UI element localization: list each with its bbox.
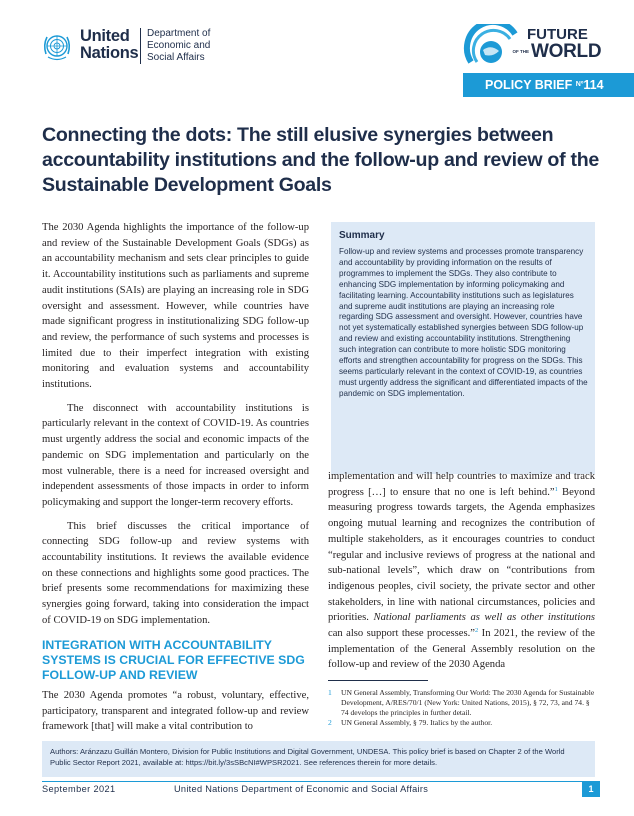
future-of-the-world-of-the: OF THE [512,49,529,54]
globe-arc-icon [463,24,521,68]
footer-organization: United Nations Department of Economic and Social Affairs [174,784,429,794]
summary-heading: Summary [339,230,385,241]
right-column [328,469,595,681]
section-heading: INTEGRATION WITH ACCOUNTABILITY SYSTEMS IS CRUCIAL FOR EFFECTIVE SDG FOLLOW-UP AND REVIEW [42,638,305,682]
body-paragraph-2: The disconnect with accountability institutions is particularly relevant in the context of COVID-19. As countries must urgently address the social and economic impacts of the pandemic on SDG implementation and particularly on the most vulnerable, there is a need for increased oversight and independent assessments of those impacts in order to inform policymaking and support the longer-term recovery efforts. [42,402,309,508]
footer-date: September 2021 [42,784,116,794]
body-paragraph-3: This brief discusses the critical importance of connecting SDG follow-up and review systems with accountability institutions. It reviews the available evidence on these connections and highlights some good practices. The brief presents some recommendations for maximizing these synergies going forward, taking into consideration the impact of COVID-19 on SDG implementation. [42,520,309,626]
summary-text: Follow-up and review systems and processes promote transparency and accountability by providing information on the results of programmes to implement the SDGs. They also contribute to enhancing SDG implementation by informing policymaking and facilitating learning. Accountability institutions such as legislatures and supreme audit institutions are playing an increasing role regarding SDG assessment and oversight. However, countries have not yet systematically established synergies between SDG follow-up and review and existing accountability institutions. Strengthening such integration can contribute to more holistic SDG monitoring efforts and strengthen accountability for progress on the SDGs. This seems particularly relevant in the context of COVID-19, as countries must urgently address the significant and differentiated impacts of the pandemic on SDG implementation. [339,247,588,398]
left-column [42,220,309,637]
summary-box [331,222,595,474]
header-divider [140,28,141,64]
page-title: Connecting the dots: The still elusive synergies between accountability institutions and the follow-up and review of the Sustainable Development Goals [42,124,599,196]
footnote-ref-1[interactable]: 1 [554,485,558,493]
un-wordmark: United Nations [80,27,139,62]
body-paragraph-5: implementation and will help countries to maximize and track progress […] to ensure that no one is left behind.”$^1$ Beyond measuring progress towards targets, the Agenda emphasizes ongoing mutual learning and recognizes the contribution of multiple stakeholders, as it encourages countries to conduct “regular and inclusive reviews of progress at the national and sub-national levels”, which draw on “contributions from indigenous peoples, civil society, the private sector and other stakeholders, in line with national circumstances, policies and priorities. National parliaments as well as other institutions can also support these processes.”$^2$ In 2021, the review of the implementation of the General Assembly resolution on the follow-up and review of the 2030 Agenda [328,471,595,671]
future-of-the-world-line2: WORLD [531,41,602,62]
future-of-the-world-line1: FUTURE [527,26,588,43]
authors-box: Authors: Aránzazu Guillán Montero, Division for Public Institutions and Digital Government, UNDESA. This policy brief is based on Chapter 2 of the World Public Sector Report 2021, available at: https://bit.ly/3sSBcNI#WPSR2021. See references therein for more details. [42,741,595,777]
footnote-divider [328,680,428,681]
policy-brief-label: POLICY BRIEF $^{Nº}$114 [463,73,634,97]
header [0,0,634,108]
footnote: 2 UN General Assembly, § 79. Italics by the author. [328,718,493,728]
un-emblem-icon [40,30,74,64]
page-number: 1 [582,781,600,797]
body-paragraph-1: The 2030 Agenda highlights the importance of the follow-up and review of the Sustainable Development Goals (SDGs) as an accountability mechanism and sets clear principles to guide it. Accountability institutions such as parliaments and supreme audit institutions (SAIs) are playing an increasing role in SDG oversight and assessment. However, while countries have made significant progress in institutionalizing SDG follow-up and review, the performance of such systems and processes is limited due to their imperfect integration with existing monitoring and evaluation systems and accountability institutions. [42,222,309,391]
footnotes [328,688,596,729]
footnote-ref-2[interactable]: 2 [474,627,479,635]
left-column-bottom [42,688,309,743]
department-name: Department of Economic and Social Affairs [147,28,211,63]
footer-divider [42,781,595,782]
footnote: 1 UN General Assembly, Transforming Our World: The 2030 Agenda for Sustainable Development, A/RES/70/1 (New York: United Nations, 2015), § 72, 73, and 74. § 74 develops the principles in further detail. [328,688,595,717]
body-paragraph-4: The 2030 Agenda promotes “a robust, voluntary, effective, participatory, transparent and integrated follow-up and review framework [that] will make a vital contribution to [42,690,309,733]
